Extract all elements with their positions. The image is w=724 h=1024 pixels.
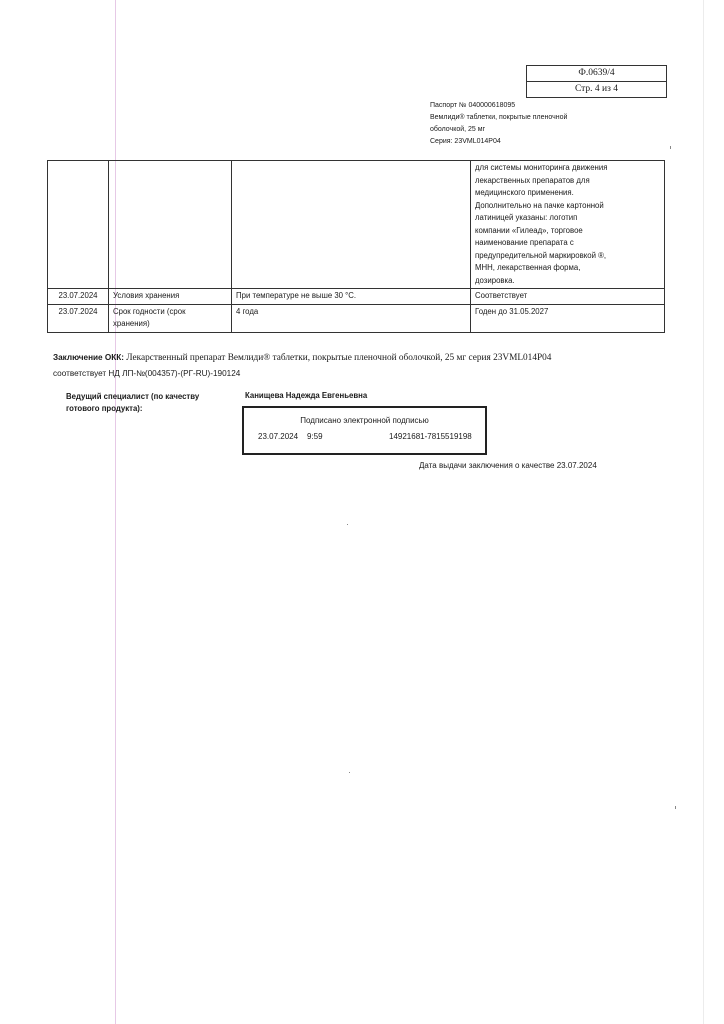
conclusion-compliance: соответствует НД ЛП-№(004357)-(РГ-RU)-190124 [53, 369, 241, 378]
result-line: лекарственных препаратов для [475, 175, 590, 185]
series-number: Серия: 23VML014P04 [430, 138, 501, 145]
issue-date: Дата выдачи заключения о качестве 23.07.2024 [419, 461, 597, 470]
scan-speck [670, 146, 671, 149]
date-cell: 23.07.2024 [48, 304, 109, 332]
result-line: наименование препарата с [475, 238, 574, 247]
quality-table [47, 160, 665, 333]
result-line: дозировка. [475, 275, 515, 285]
result-cell [471, 161, 665, 289]
page-number: Стр. 4 из 4 [527, 81, 666, 97]
signature-time: 9:59 [307, 432, 323, 441]
result-line: медицинского применения. [475, 188, 574, 197]
requirement-cell [232, 161, 471, 289]
form-number-box [526, 65, 667, 98]
specialist-label [66, 391, 216, 415]
scan-speck [349, 772, 350, 773]
page-edge-line [115, 0, 116, 1024]
requirement-cell: При температуре не выше 30 °С. [232, 289, 471, 305]
result-line: латиницей указаны: логотип [475, 213, 578, 222]
product-name-line1: Вемлиди® таблетки, покрытые пленочной [430, 114, 568, 121]
result-line: МНН, лекарственная форма, [475, 263, 581, 272]
date-cell [48, 161, 109, 289]
parameter-cell: Условия хранения [109, 289, 232, 305]
product-name-line2: оболочкой, 25 мг [430, 126, 486, 133]
parameter-line: Срок годности (срок [113, 306, 186, 316]
table-row [48, 161, 665, 289]
result-line: для системы мониторинга движения [475, 163, 608, 172]
passport-number: Паспорт № 040000618095 [430, 102, 516, 109]
form-code: Ф.0639/4 [578, 68, 615, 78]
signature-id: 14921681-7815519198 [389, 432, 472, 441]
passport-header [430, 100, 610, 148]
specialist-name: Канищева Надежда Евгеньевна [245, 391, 368, 400]
scan-speck [675, 806, 676, 809]
result-line: предупредительной маркировкой ®, [475, 250, 607, 260]
result-cell: Годен до 31.05.2027 [471, 304, 665, 332]
parameter-line: хранения) [113, 319, 150, 328]
electronic-signature-stamp [242, 406, 487, 455]
parameter-cell [109, 161, 232, 289]
signature-title: Подписано электронной подписью [300, 416, 429, 425]
table-row [48, 304, 665, 332]
table-row [48, 289, 665, 305]
requirement-cell: 4 года [232, 304, 471, 332]
signature-date: 23.07.2024 [258, 432, 299, 441]
specialist-label-line: готового продукта): [66, 404, 143, 413]
parameter-cell [109, 304, 232, 332]
date-cell: 23.07.2024 [48, 289, 109, 305]
result-line: компании «Гилеад», торговое [475, 225, 583, 235]
conclusion-text: Лекарственный препарат Вемлиди® таблетки, покрытые пленочной оболочкой, 25 мг серия 23VML014P04 [126, 353, 552, 363]
specialist-label-line: Ведущий специалист (по качеству [66, 392, 200, 401]
conclusion-block [53, 350, 653, 381]
conclusion-label: Заключение ОКК: [53, 353, 124, 362]
scan-speck [347, 524, 348, 525]
page-edge-line-right [703, 0, 704, 1024]
result-cell: Соответствует [471, 289, 665, 305]
result-line: Дополнительно на пачке картонной [475, 200, 604, 210]
